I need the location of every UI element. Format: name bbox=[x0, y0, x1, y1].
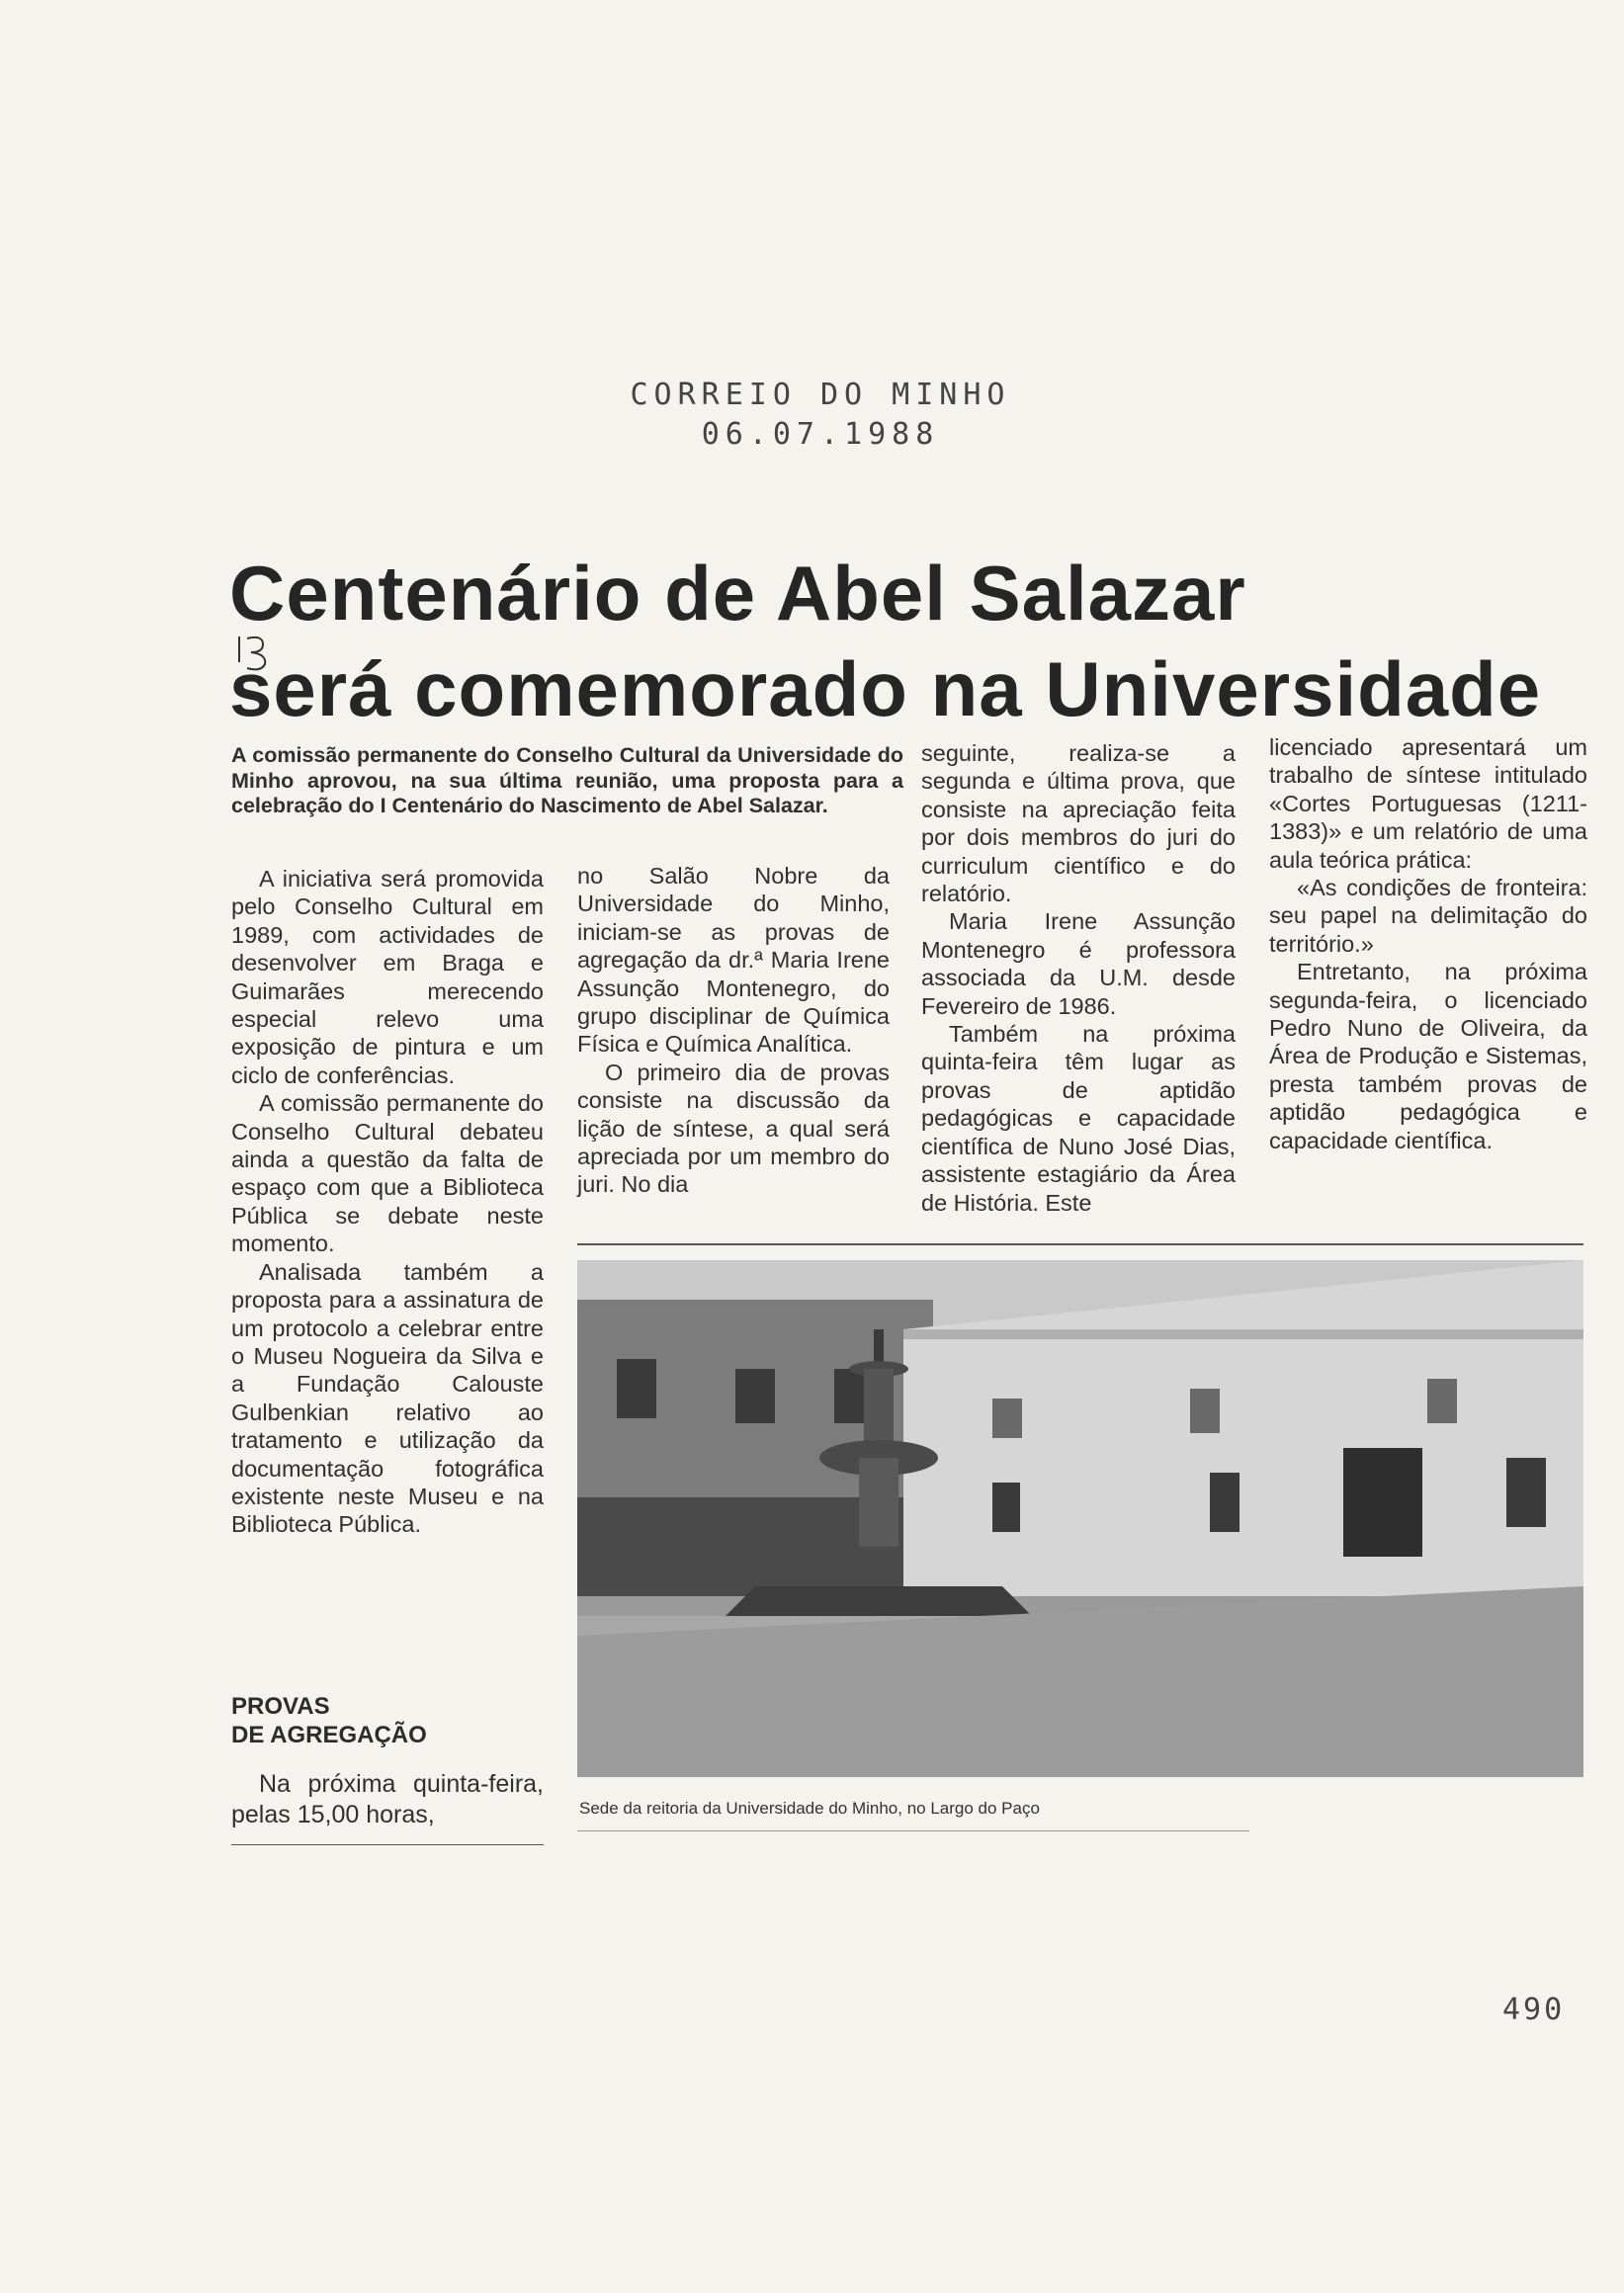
handwritten-mark-icon bbox=[233, 633, 277, 680]
paragraph: Analisada também a proposta para a assinatura de um protocolo a celebrar entre o Museu Nogueira da Silva e a Fundação Calouste Gulbenkian relativo ao tratamento e utilização da documentação fotográfica existente neste Museu e na Biblioteca Pública. bbox=[231, 1258, 544, 1538]
paragraph: A comissão permanente do Conselho Cultural debateu ainda a questão da falta de espaço com que a Biblioteca Pública se debate neste momento. bbox=[231, 1090, 544, 1257]
paragraph: no Salão Nobre da Universidade do Minho, iniciam-se as provas de agregação da dr.ª Maria Irene Assunção Montenegro, do grupo disciplinar de Química Física e Química Analítica. bbox=[577, 863, 890, 1058]
paragraph: «As condições de fronteira: seu papel na delimitação do território.» bbox=[1269, 875, 1587, 957]
caption-rule bbox=[577, 1830, 1249, 1831]
lead-paragraph bbox=[231, 743, 903, 819]
photo-reitoria bbox=[577, 1260, 1583, 1777]
paragraph: Também na próxima quinta-feira têm lugar as provas de aptidão pedagógicas e capacidade científica de Nuno José Dias, assistente estagiário da Área de História. Este bbox=[921, 1021, 1236, 1216]
column-2 bbox=[577, 862, 890, 1199]
column-1-continuation bbox=[231, 1769, 544, 1830]
paragraph: licenciado apresentará um trabalho de síntese intitulado «Cortes Portuguesas (1211-1383)» e um relatório de uma aula teórica prática: bbox=[1269, 734, 1587, 873]
column-4 bbox=[1269, 733, 1587, 1154]
column-1 bbox=[231, 865, 544, 1539]
photo-caption: Sede da reitoria da Universidade do Minho, no Largo do Paço bbox=[579, 1799, 1040, 1818]
photo-illustration bbox=[577, 1260, 1583, 1777]
subheading-line-2: DE AGREGAÇÃO bbox=[231, 1722, 427, 1748]
paragraph: O primeiro dia de provas consiste na discussão da lição de síntese, a qual será apreciada por um membro do juri. No dia bbox=[577, 1059, 890, 1198]
paragraph: Na próxima quinta-feira, pelas 15,00 horas, bbox=[231, 1770, 544, 1828]
source-date: 06.07.1988 bbox=[701, 417, 940, 452]
source-name: CORREIO DO MINHO bbox=[630, 378, 1011, 412]
headline-line-1: Centenário de Abel Salazar bbox=[229, 550, 1246, 637]
paragraph: Entretanto, na próxima segunda-feira, o licenciado Pedro Nuno de Oliveira, da Área de Produção e Sistemas, presta também provas de aptidão pedagógica e capacidade científica. bbox=[1269, 959, 1587, 1153]
page-number: 490 bbox=[1502, 1993, 1566, 2027]
subheading bbox=[231, 1692, 548, 1749]
paragraph: Maria Irene Assunção Montenegro é professora associada da U.M. desde Fevereiro de 1986. bbox=[921, 908, 1236, 1019]
headline-line-2: será comemorado na Universidade bbox=[229, 645, 1542, 732]
column-1-end-rule bbox=[231, 1844, 544, 1845]
photo-top-rule bbox=[577, 1243, 1583, 1245]
paragraph: A iniciativa será promovida pelo Conselho Cultural em 1989, com actividades de desenvolver em Braga e Guimarães merecendo especial relevo uma exposição de pintura e um ciclo de conferências. bbox=[231, 866, 544, 1088]
subheading-line-1: PROVAS bbox=[231, 1693, 330, 1720]
lead-text: A comissão permanente do Conselho Cultural da Universidade do Minho aprovou, na sua última reunião, uma proposta para a celebração do I Centenário do Nascimento de Abel Salazar. bbox=[231, 743, 903, 817]
column-3 bbox=[921, 739, 1236, 1217]
paragraph: seguinte, realiza-se a segunda e última prova, que consiste na apreciação feita por dois membros do juri do curriculum científico e do relatório. bbox=[921, 740, 1236, 907]
